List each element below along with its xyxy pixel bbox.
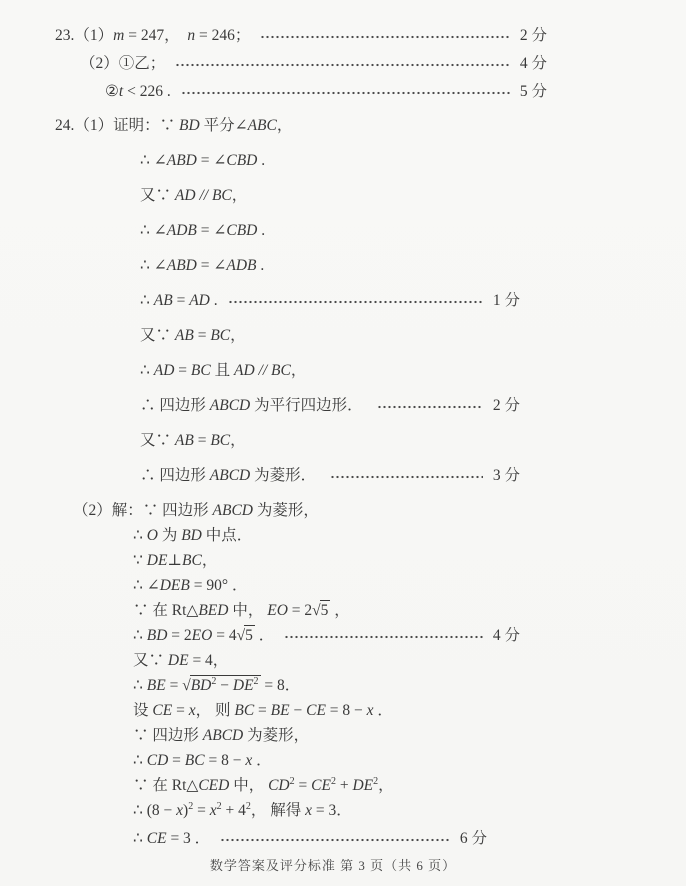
text-run: . — [257, 222, 266, 239]
exponent: 2 — [216, 800, 222, 812]
math-variable: x — [188, 702, 196, 719]
text-run: （2）解：∵ 四边形 — [73, 502, 213, 519]
math-variable: CBD — [226, 222, 258, 239]
line-text — [133, 676, 300, 696]
text-run: ∴ 四边形 — [140, 397, 210, 414]
answer-line — [55, 829, 487, 849]
exponent: 2 — [330, 775, 336, 787]
answer-line — [55, 551, 686, 571]
text-run: = — [193, 432, 211, 449]
text-run: . — [256, 257, 265, 274]
math-variable: m — [113, 27, 125, 44]
math-variable: O — [146, 527, 158, 544]
text-run: ∴ — [133, 830, 147, 847]
math-variable: CE — [306, 702, 326, 719]
math-variable: AB — [174, 432, 194, 449]
square-root — [312, 602, 330, 619]
text-run: 为菱形． — [250, 467, 320, 484]
line-text — [140, 326, 246, 346]
text-run: = 8 − — [325, 702, 367, 719]
answer-line — [55, 501, 686, 521]
math-variable: AD — [174, 187, 196, 204]
line-text — [133, 776, 394, 796]
answer-lines — [55, 26, 686, 849]
math-variable: ABCD — [209, 397, 251, 414]
text-run: ∴ ∠ — [140, 152, 167, 169]
text-run: ， — [230, 327, 246, 344]
text-run: 设 — [133, 702, 153, 719]
line-text — [133, 701, 393, 721]
line-text — [140, 466, 320, 486]
radical-sign: √ — [182, 677, 191, 694]
text-run: = — [168, 752, 185, 769]
math-variable: BC — [271, 362, 291, 379]
text-run: − — [289, 702, 307, 719]
text-run: ∴ — [140, 292, 154, 309]
answer-line — [55, 651, 686, 671]
text-run: − — [216, 677, 233, 694]
line-text — [133, 576, 247, 596]
dotted-leader — [175, 63, 510, 67]
text-run: 23.（1） — [55, 27, 114, 44]
answer-line — [55, 626, 520, 646]
math-variable: BE — [270, 702, 290, 719]
text-run: = — [254, 702, 271, 719]
math-variable: EO — [267, 602, 288, 619]
answer-line — [55, 151, 686, 171]
text-run: ． — [252, 752, 272, 769]
answer-line — [55, 676, 686, 696]
text-run: = — [165, 677, 183, 694]
math-variable: CED — [198, 777, 230, 794]
radical-sign: √ — [236, 627, 246, 644]
text-run: ， — [276, 117, 293, 134]
text-run: ∴ 四边形 — [140, 467, 210, 484]
text-run: ∴ — [133, 627, 147, 644]
answer-line — [55, 701, 686, 721]
math-variable: ABD — [166, 152, 197, 169]
line-text — [140, 151, 265, 171]
footer-text: 数学答案及评分标准 第 3 页（共 6 页） — [209, 858, 457, 873]
score-label: 5 分 — [519, 83, 547, 100]
math-variable: DE — [146, 552, 168, 569]
math-variable: CE — [311, 777, 331, 794]
math-variable: CE — [146, 830, 167, 847]
square-root — [182, 677, 260, 694]
text-run: = 4 — [212, 627, 237, 644]
text-run: + — [335, 777, 353, 794]
text-run: = 8 − — [204, 752, 246, 769]
text-run: 5 — [245, 627, 253, 644]
math-variable: x — [209, 802, 217, 819]
text-run: = 246； — [195, 27, 251, 44]
line-text — [140, 256, 264, 276]
radicand — [190, 675, 261, 694]
text-run: = 4， — [188, 652, 229, 669]
answer-line — [55, 751, 686, 771]
math-variable: BE — [146, 677, 166, 694]
text-run: = ∠ — [196, 222, 227, 239]
math-variable: AB — [153, 292, 173, 309]
text-run: 又∵ — [140, 432, 175, 449]
score-label: 6 分 — [459, 830, 487, 847]
text-run: ， — [231, 187, 248, 204]
answer-line — [55, 526, 686, 546]
score-label: 3 分 — [492, 467, 520, 484]
math-variable: BC — [210, 327, 231, 344]
text-run: 平分∠ — [199, 117, 248, 134]
text-run: = — [174, 362, 191, 379]
text-run: 为平行四边形． — [250, 397, 367, 414]
exponent: 2 — [289, 775, 295, 787]
text-run: ∵ 在 Rt△ — [133, 777, 199, 794]
text-run: . — [209, 292, 218, 309]
line-text — [133, 751, 272, 771]
answer-line — [55, 326, 686, 346]
math-variable: EO — [191, 627, 213, 644]
math-variable: AD — [189, 292, 210, 309]
answer-line — [55, 82, 547, 102]
text-run: ) — [183, 802, 189, 819]
math-variable: ABCD — [212, 502, 253, 519]
math-variable: DE — [167, 652, 189, 669]
text-run: ⊥ — [167, 552, 182, 569]
text-run: = ∠ — [196, 257, 227, 274]
line-text — [140, 186, 247, 206]
score-label: 4 分 — [519, 55, 547, 72]
math-variable: t — [118, 83, 124, 100]
line-text — [55, 116, 292, 136]
text-run: = 90° ． — [189, 577, 248, 594]
answer-line — [55, 116, 686, 136]
answer-line — [55, 186, 686, 206]
page-footer — [55, 855, 686, 874]
math-variable: ADB — [166, 222, 197, 239]
line-text — [133, 726, 309, 746]
text-run: = 247， — [124, 27, 188, 44]
math-variable: BC — [210, 432, 231, 449]
answer-line — [55, 221, 686, 241]
text-run: ， — [330, 602, 350, 619]
math-variable: ABCD — [202, 727, 244, 744]
math-variable: CE — [152, 702, 173, 719]
score-label: 2 分 — [519, 27, 547, 44]
exponent: 2 — [253, 675, 259, 687]
text-run: 5 — [320, 602, 329, 619]
line-text — [73, 501, 319, 521]
line-text — [133, 526, 252, 546]
line-text — [140, 361, 306, 381]
text-run: 中点． — [201, 527, 253, 544]
answer-line — [55, 26, 547, 46]
text-run: ∴ — [133, 677, 147, 694]
text-run: ∴ — [133, 527, 147, 544]
dotted-leader — [330, 475, 483, 479]
math-variable: // — [199, 187, 209, 204]
text-run: ． — [373, 702, 393, 719]
math-variable: BD — [146, 627, 168, 644]
answer-line — [55, 361, 686, 381]
text-run: ， 则 — [195, 702, 235, 719]
math-variable: BD — [181, 527, 202, 544]
math-variable: DEB — [159, 577, 190, 594]
math-variable: BC — [184, 752, 205, 769]
text-run: 为菱形， — [252, 502, 319, 519]
math-variable: AD — [234, 362, 255, 379]
answer-line — [55, 466, 520, 486]
text-run: ∴ ∠ — [133, 577, 160, 594]
math-variable: CD — [146, 752, 169, 769]
exponent: 2 — [245, 800, 251, 812]
text-run: ② — [105, 83, 119, 100]
text-run: ∴ — [140, 362, 154, 379]
text-run: ， — [378, 777, 394, 794]
line-text — [140, 396, 367, 416]
math-variable: // — [258, 362, 268, 379]
math-variable: x — [176, 802, 184, 819]
text-run: 为菱形， — [243, 727, 310, 744]
text-run: ∴ (8 − — [133, 802, 177, 819]
math-variable: ABC — [247, 117, 277, 134]
answer-line — [55, 776, 686, 796]
text-run: ∴ — [133, 752, 147, 769]
math-variable: n — [187, 27, 196, 44]
text-run: ． — [254, 627, 275, 644]
math-variable: BED — [198, 602, 229, 619]
math-variable: DE — [352, 777, 374, 794]
answer-line — [55, 576, 686, 596]
text-run: = 8． — [260, 677, 301, 694]
math-variable: ABD — [166, 257, 197, 274]
line-text — [55, 26, 250, 46]
text-run: = 3． — [312, 802, 352, 819]
math-variable: AD — [153, 362, 175, 379]
text-run: ∴ ∠ — [140, 257, 167, 274]
dotted-leader — [260, 35, 510, 39]
text-run: 又∵ — [140, 187, 175, 204]
line-text — [133, 651, 228, 671]
radicand — [320, 600, 331, 619]
text-run: < 226 . — [123, 83, 171, 100]
text-run: 为 — [157, 527, 182, 544]
answer-line — [55, 291, 520, 311]
math-variable: BC — [190, 362, 211, 379]
text-run: = — [172, 702, 189, 719]
text-run: = — [193, 802, 210, 819]
math-variable: x — [366, 702, 374, 719]
text-run: ∴ ∠ — [140, 222, 167, 239]
math-variable: BC — [211, 187, 232, 204]
text-run: + 4 — [221, 802, 246, 819]
text-run: 且 — [210, 362, 234, 379]
line-text — [80, 54, 165, 74]
dotted-leader — [377, 405, 483, 409]
text-run: ， 解得 — [250, 802, 306, 819]
score-label: 4 分 — [492, 627, 520, 644]
text-run: 又∵ — [140, 327, 175, 344]
score-label: 1 分 — [492, 292, 520, 309]
text-run: = ∠ — [196, 152, 227, 169]
text-run: = — [193, 327, 211, 344]
dotted-leader — [220, 838, 450, 842]
math-variable: DE — [232, 677, 254, 694]
text-run: = — [172, 292, 190, 309]
math-variable: AB — [174, 327, 194, 344]
dotted-leader — [181, 91, 510, 95]
math-variable: CBD — [226, 152, 258, 169]
text-run: = 2 — [287, 602, 313, 619]
text-run: 24.（1）证明：∵ — [55, 117, 180, 134]
line-text — [133, 626, 274, 646]
dotted-leader — [228, 300, 483, 304]
math-variable: BD — [179, 117, 200, 134]
text-run: 又∵ — [133, 652, 168, 669]
text-run: = 3 ． — [166, 830, 211, 847]
math-variable: CD — [268, 777, 290, 794]
radical-sign: √ — [312, 602, 321, 619]
line-text — [140, 291, 218, 311]
answer-line — [55, 801, 686, 821]
line-text — [105, 82, 171, 102]
math-variable: ABCD — [209, 467, 251, 484]
answer-line — [55, 54, 547, 74]
line-text — [133, 829, 210, 849]
text-run: ∵ — [133, 552, 147, 569]
answer-line — [55, 726, 686, 746]
text-run: ， — [290, 362, 307, 379]
line-text — [140, 221, 265, 241]
score-label: 2 分 — [492, 397, 520, 414]
exponent: 2 — [373, 775, 379, 787]
line-text — [133, 551, 217, 571]
text-run: ， — [230, 432, 246, 449]
text-run: 中， — [229, 777, 269, 794]
line-text — [133, 601, 350, 621]
math-variable: x — [245, 752, 253, 769]
line-text — [133, 801, 352, 821]
text-run: = 2 — [167, 627, 192, 644]
text-run: ∵ 在 Rt△ — [133, 602, 199, 619]
exponent: 2 — [188, 800, 194, 812]
line-text — [140, 431, 246, 451]
math-variable: BD — [190, 677, 212, 694]
math-variable: x — [305, 802, 312, 819]
square-root — [237, 627, 255, 644]
text-run: ∵ 四边形 — [133, 727, 203, 744]
text-run: . — [257, 152, 266, 169]
answer-line — [55, 431, 686, 451]
math-variable: ADB — [226, 257, 257, 274]
text-run: ， — [201, 552, 218, 569]
answer-line — [55, 396, 520, 416]
answer-line — [55, 256, 686, 276]
text-run: 中， — [228, 602, 268, 619]
answer-line — [55, 601, 686, 621]
text-run: = — [294, 777, 312, 794]
math-variable: BC — [182, 552, 202, 569]
math-variable: BC — [234, 702, 255, 719]
dotted-leader — [284, 635, 483, 639]
text-run: （2）①乙； — [80, 55, 166, 72]
radicand — [244, 625, 255, 644]
exponent: 2 — [211, 675, 217, 687]
